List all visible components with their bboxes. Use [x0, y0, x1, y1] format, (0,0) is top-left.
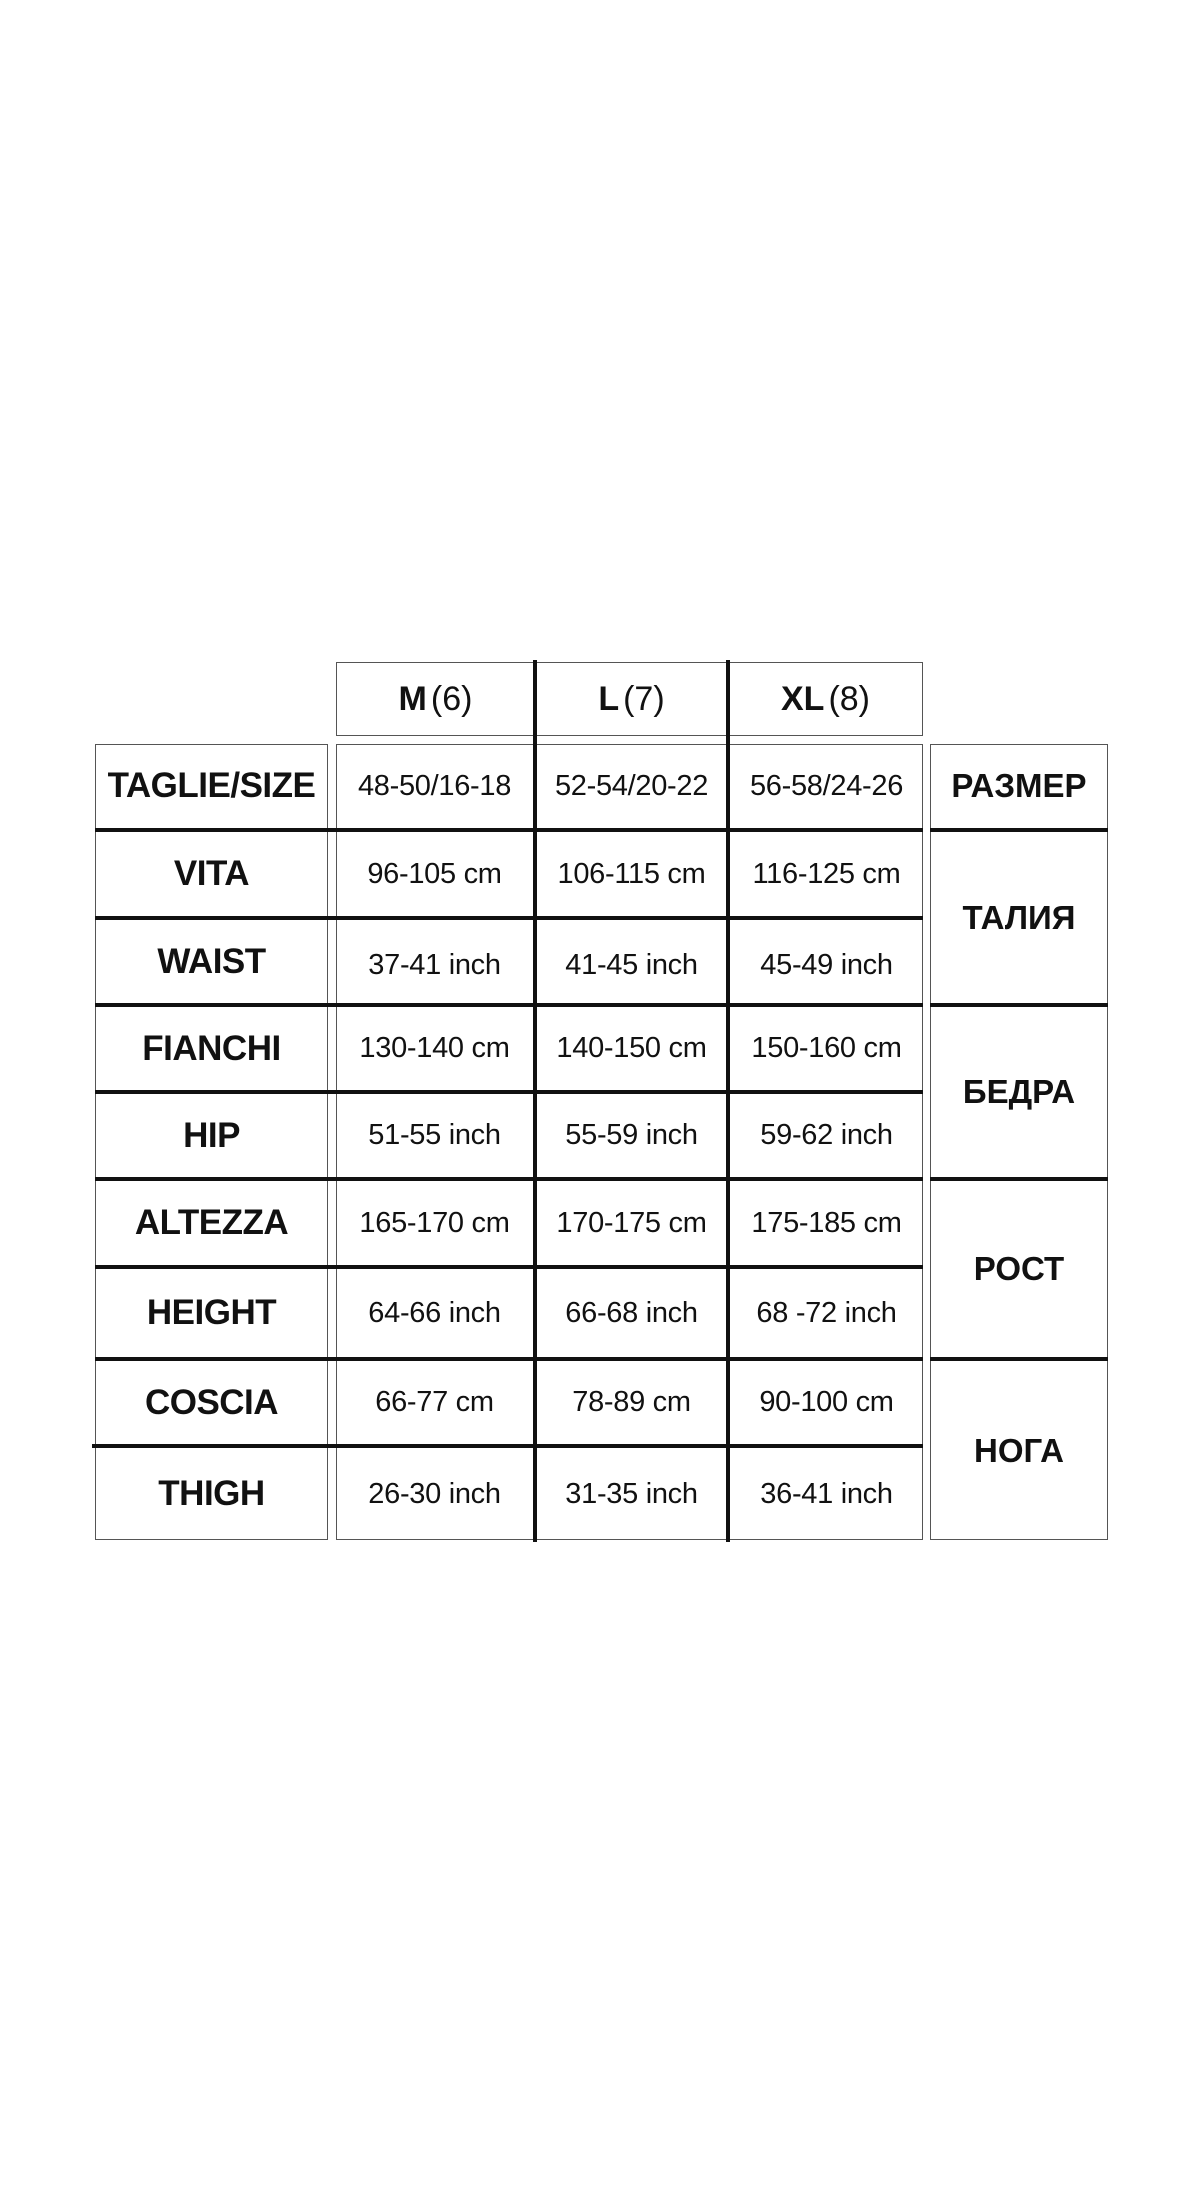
- row-label-waist: WAIST: [157, 941, 266, 981]
- value-vita-m: 96-105 cm: [367, 857, 502, 890]
- value-fianchi-m: 130-140 cm: [359, 1032, 510, 1064]
- size-number: (7): [623, 679, 665, 718]
- value-vita-l: 106-115 cm: [557, 857, 706, 890]
- value-thigh-l: 31-35 inch: [565, 1477, 698, 1510]
- row-label-vita: VITA: [173, 854, 250, 893]
- size-header-xl: [728, 662, 923, 736]
- row-label-taglie: TAGLIE/SIZE: [107, 766, 316, 805]
- row-label-hip: HIP: [183, 1115, 240, 1155]
- value-waist-xl: 45-49 inch: [760, 949, 893, 981]
- value-altezza-l: 170-175 cm: [556, 1206, 707, 1239]
- value-taglie-l: 52-54/20-22: [554, 769, 709, 802]
- ru-label-rost: РОСТ: [973, 1250, 1065, 1287]
- row-label-coscia: COSCIA: [144, 1382, 279, 1422]
- value-height-xl: 68 -72 inch: [756, 1296, 897, 1329]
- value-waist-l: 41-45 inch: [565, 949, 698, 981]
- row-label-altezza: ALTEZZA: [134, 1203, 289, 1242]
- value-fianchi-xl: 150-160 cm: [751, 1032, 902, 1064]
- size-number: (6): [430, 679, 473, 718]
- size-letter: XL: [780, 679, 825, 718]
- value-taglie-xl: 56-58/24-26: [749, 769, 904, 802]
- row-label-thigh: THIGH: [158, 1474, 265, 1513]
- ru-label-razmer: РАЗМЕР: [951, 767, 1087, 804]
- ru-label-bedra: БЕДРА: [962, 1073, 1076, 1110]
- value-hip-xl: 59-62 inch: [760, 1119, 893, 1151]
- value-fianchi-l: 140-150 cm: [556, 1032, 707, 1064]
- row-label-fianchi: FIANCHI: [142, 1028, 281, 1068]
- value-vita-xl: 116-125 cm: [752, 857, 901, 890]
- size-header-m: [336, 662, 535, 736]
- value-altezza-m: 165-170 cm: [359, 1206, 510, 1239]
- size-header-l: [535, 662, 728, 736]
- value-thigh-m: 26-30 inch: [368, 1477, 501, 1510]
- value-taglie-m: 48-50/16-18: [357, 769, 512, 802]
- size-number: (8): [828, 679, 870, 718]
- value-altezza-xl: 175-185 cm: [751, 1206, 902, 1239]
- size-letter: L: [598, 679, 620, 718]
- ru-label-noga: НОГА: [974, 1431, 1064, 1469]
- ru-label-taliya: ТАЛИЯ: [962, 898, 1076, 936]
- value-coscia-m: 66-77 cm: [375, 1386, 494, 1418]
- value-coscia-xl: 90-100 cm: [759, 1386, 894, 1418]
- value-height-m: 64-66 inch: [368, 1296, 501, 1329]
- value-hip-l: 55-59 inch: [565, 1119, 698, 1151]
- value-height-l: 66-68 inch: [565, 1296, 698, 1329]
- size-letter: M: [398, 679, 427, 718]
- row-label-height: HEIGHT: [146, 1293, 277, 1332]
- value-waist-m: 37-41 inch: [368, 949, 501, 981]
- value-coscia-l: 78-89 cm: [572, 1386, 691, 1418]
- value-thigh-xl: 36-41 inch: [760, 1477, 893, 1510]
- value-hip-m: 51-55 inch: [368, 1119, 501, 1151]
